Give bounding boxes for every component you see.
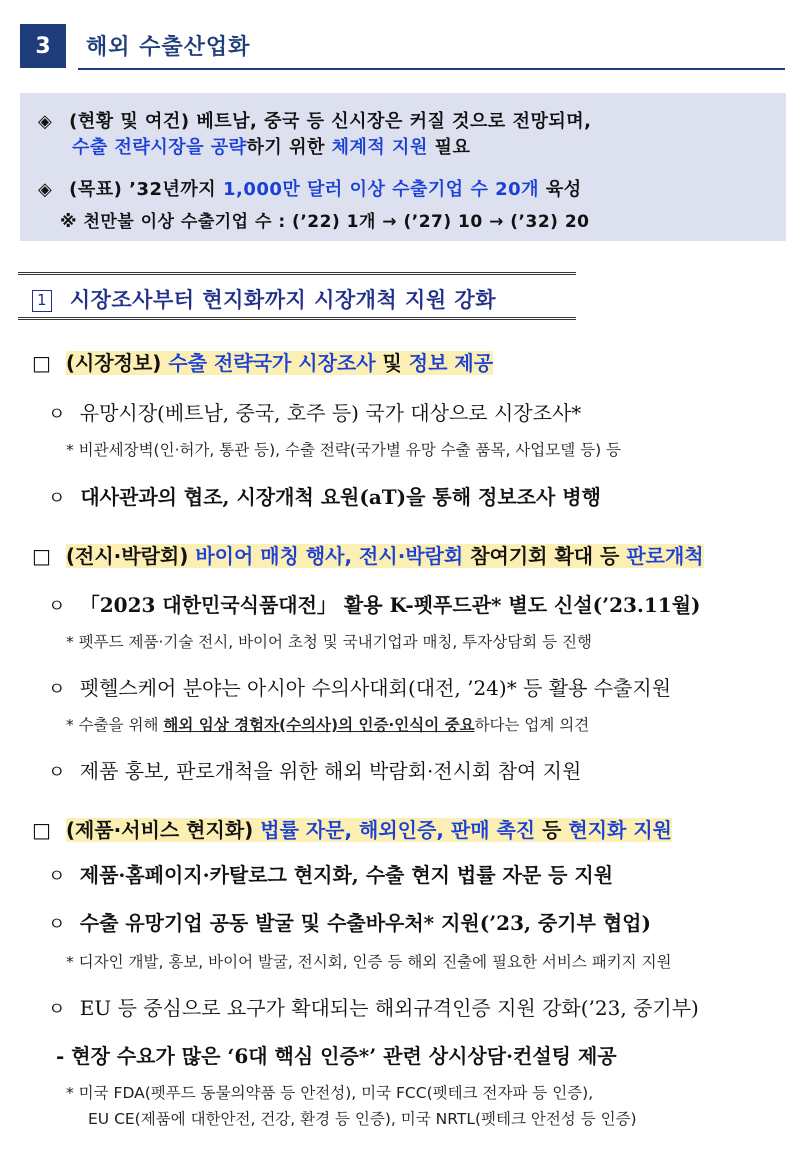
chapter-title: 해외 수출산업화 bbox=[86, 35, 251, 60]
summary-line-4: ※ 천만불 이상 수출기업 수 : (’22) 1개 → (’27) 10 → (’32) 20 bbox=[60, 212, 590, 232]
boxed-number-icon: 1 bbox=[32, 290, 52, 312]
note-item: * 펫푸드 제품·기술 전시, 바이어 초청 및 국내기업과 매칭, 투자상담회 등 진행 bbox=[66, 633, 592, 651]
chapter-number: 3 bbox=[20, 24, 66, 68]
circle-bullet-icon: ㅇ bbox=[48, 596, 66, 617]
circle-bullet-icon: ㅇ bbox=[48, 679, 66, 700]
section-title: 1 시장조사부터 현지화까지 시장개척 지원 강화 bbox=[32, 284, 496, 314]
chapter-header bbox=[20, 24, 785, 70]
note-item: EU CE(제품에 대한안전, 건강, 환경 등 인증), 미국 NRTL(펫테크 안전성 등 인증) bbox=[88, 1110, 637, 1128]
diamond-bullet-icon: ◈ bbox=[38, 111, 53, 132]
circle-bullet-icon: ㅇ bbox=[48, 762, 66, 783]
circle-bullet-icon: ㅇ bbox=[48, 914, 66, 935]
subsection-localization: □ (제품·서비스 현지화) 법률 자문, 해외인증, 판매 촉진 등 현지화 지원 bbox=[32, 818, 672, 842]
summary-box bbox=[20, 93, 786, 241]
subsection-exhibition: □ (전시·박람회) 바이어 매칭 행사, 전시·박람회 참여기회 확대 등 판로개척 bbox=[32, 544, 704, 568]
summary-line-3: ◈ (목표) ’32년까지 1,000만 달러 이상 수출기업 수 20개 육성 bbox=[38, 179, 582, 200]
square-bullet-icon: □ bbox=[32, 544, 51, 568]
circle-bullet-icon: ㅇ bbox=[48, 866, 66, 887]
bullet-item: ㅇ 유망시장(베트남, 중국, 호주 등) 국가 대상으로 시장조사* bbox=[48, 401, 582, 425]
bullet-item: ㅇ 펫헬스케어 분야는 아시아 수의사대회(대전, ’24)* 등 활용 수출지원 bbox=[48, 676, 672, 700]
square-bullet-icon: □ bbox=[32, 818, 51, 842]
diamond-bullet-icon: ◈ bbox=[38, 179, 53, 200]
note-item: * 디자인 개발, 홍보, 바이어 발굴, 전시회, 인증 등 해외 진출에 필요한 서비스 패키지 지원 bbox=[66, 953, 672, 971]
note-item: * 미국 FDA(펫푸드 동물의약품 등 안전성), 미국 FCC(펫테크 전자파 등 인증), bbox=[66, 1084, 594, 1102]
bullet-item: ㅇ EU 등 중심으로 요구가 확대되는 해외규격인증 지원 강화(’23, 중기부) bbox=[48, 996, 699, 1020]
summary-line-2: 수출 전략시장을 공략하기 위한 체계적 지원 필요 bbox=[72, 137, 471, 158]
square-bullet-icon: □ bbox=[32, 351, 51, 375]
dash-item: - 현장 수요가 많은 ‘6대 핵심 인증*’ 관련 상시상담·컨설팅 제공 bbox=[56, 1044, 617, 1068]
bullet-item: ㅇ 수출 유망기업 공동 발굴 및 수출바우처* 지원(’23, 중기부 협업) bbox=[48, 911, 651, 935]
subsection-market-info: □ (시장정보) 수출 전략국가 시장조사 및 정보 제공 bbox=[32, 351, 494, 375]
section-title-box bbox=[18, 272, 576, 320]
summary-line-1: ◈ (현황 및 여건) 베트남, 중국 등 신시장은 커질 것으로 전망되며, bbox=[38, 111, 592, 132]
bullet-item: ㅇ 대사관과의 협조, 시장개척 요원(aT)을 통해 정보조사 병행 bbox=[48, 485, 601, 509]
bullet-item: ㅇ 제품 홍보, 판로개척을 위한 해외 박람회·전시회 참여 지원 bbox=[48, 759, 582, 783]
note-item: * 비관세장벽(인·허가, 통관 등), 수출 전략(국가별 유망 수출 품목, 사업모델 등) 등 bbox=[66, 441, 622, 459]
circle-bullet-icon: ㅇ bbox=[48, 488, 66, 509]
circle-bullet-icon: ㅇ bbox=[48, 404, 66, 425]
bullet-item: ㅇ 제품·홈페이지·카탈로그 현지화, 수출 현지 법률 자문 등 지원 bbox=[48, 863, 614, 887]
bullet-item: ㅇ 「2023 대한민국식품대전」 활용 K-펫푸드관* 별도 신설(’23.11월) bbox=[48, 593, 701, 617]
circle-bullet-icon: ㅇ bbox=[48, 999, 66, 1020]
header-underline bbox=[78, 68, 785, 70]
note-item: * 수출을 위해 해외 임상 경험자(수의사)의 인증·인식이 중요하다는 업계 의견 bbox=[66, 716, 590, 734]
